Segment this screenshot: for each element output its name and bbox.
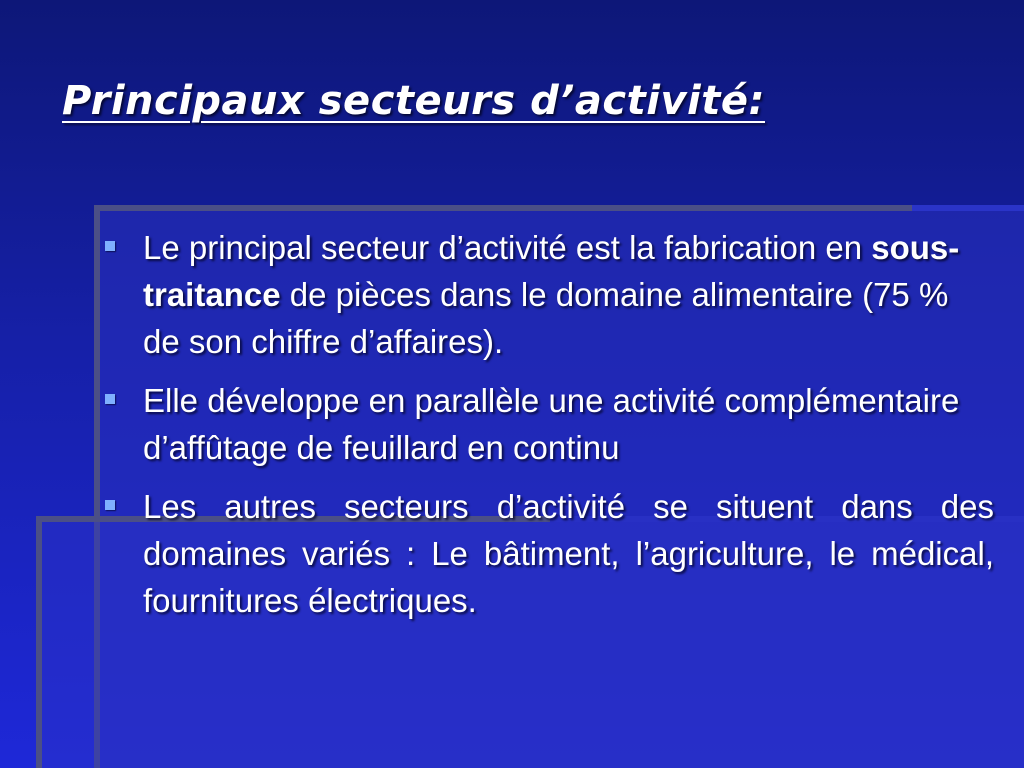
bullet-text-part: Le principal secteur d’activité est la fabrication en bbox=[143, 229, 872, 266]
bullet-item-autres-secteurs bbox=[104, 483, 994, 624]
bullet-text-part: de pièces dans le domaine alimentaire (75 % de son chiffre d’affaires). bbox=[143, 276, 949, 360]
square-bullet-icon bbox=[105, 241, 115, 251]
bullet-text: Elle développe en parallèle une activité complémentaire d’affûtage de feuillard en continu bbox=[143, 382, 960, 466]
bullet-item-fabrication bbox=[104, 224, 994, 365]
bullet-bold-term: sous-traitance bbox=[143, 229, 960, 313]
decorative-panel-upper-edge bbox=[912, 205, 1024, 211]
bullet-item-affutage bbox=[104, 377, 994, 471]
slide-title: Principaux secteurs d’activité: bbox=[62, 78, 765, 124]
bullet-list bbox=[104, 224, 994, 636]
square-bullet-icon bbox=[105, 394, 115, 404]
bullet-text: Les autres secteurs d’activité se situent dans des domaines variés : Le bâtiment, l’agriculture, le médical, fournitures électriques. bbox=[143, 488, 994, 619]
square-bullet-icon bbox=[105, 500, 115, 510]
